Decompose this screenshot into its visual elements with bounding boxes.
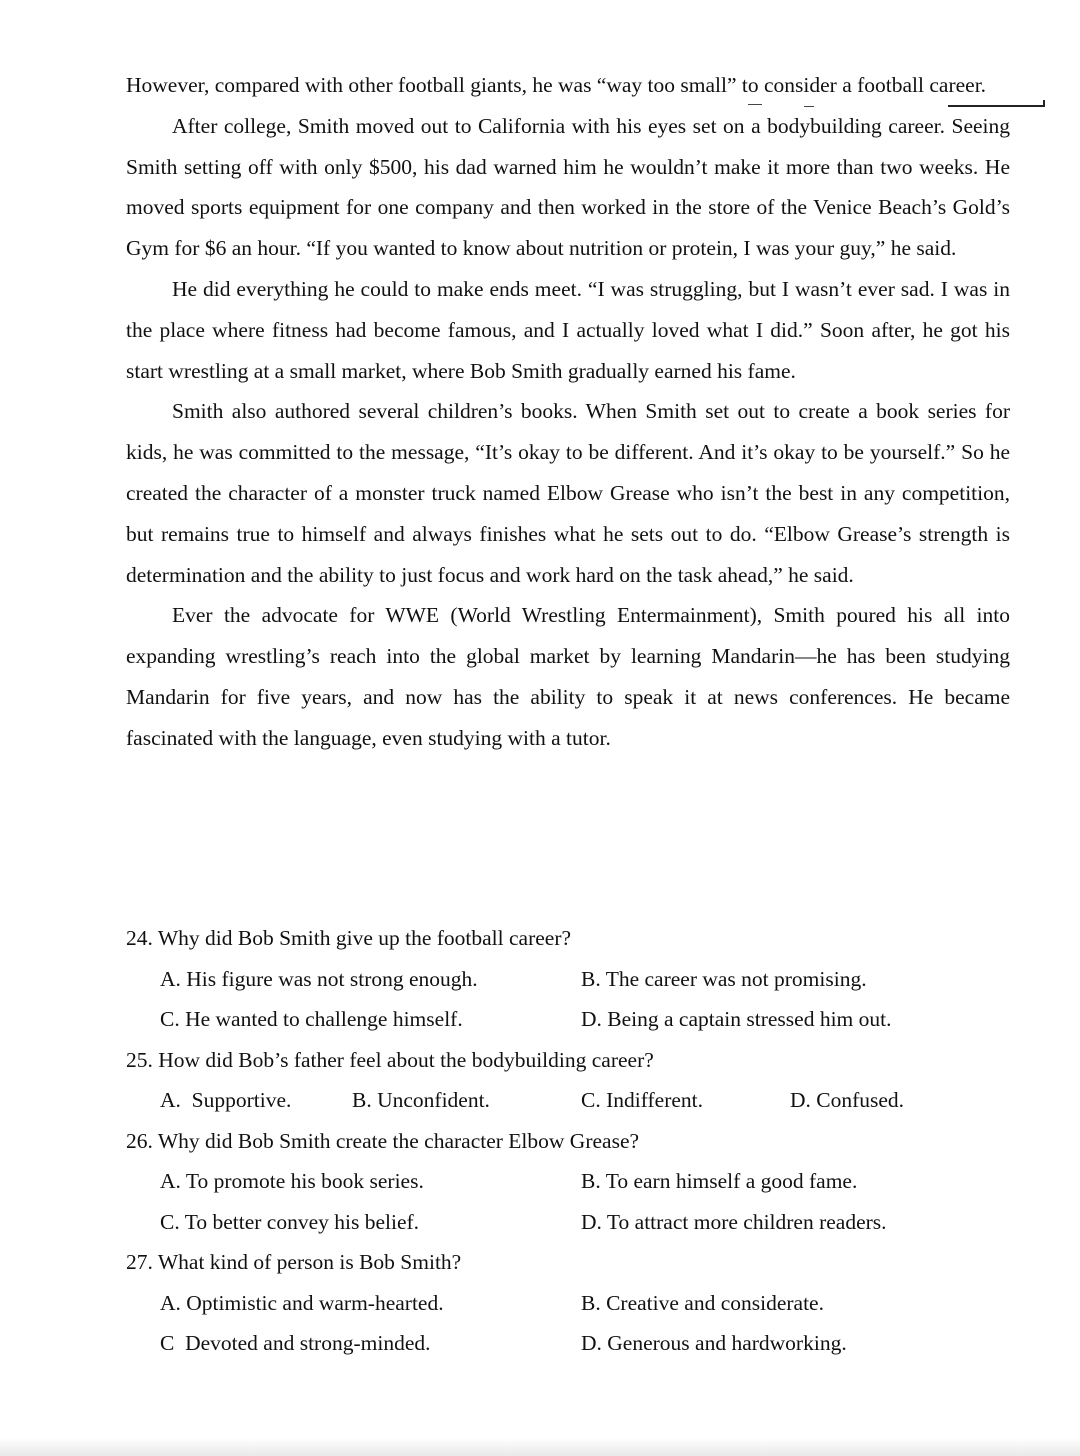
option-row <box>126 1161 1010 1202</box>
option-row <box>126 999 1010 1040</box>
option-b[interactable]: B. Unconfident. <box>352 1088 490 1112</box>
question-25 <box>126 1040 1010 1121</box>
stray-pen-mark <box>804 106 814 107</box>
option-d[interactable]: D. Generous and hardworking. <box>581 1331 847 1355</box>
question-list <box>126 918 1010 1364</box>
question-stem: 26. Why did Bob Smith create the character Elbow Grease? <box>126 1128 640 1153</box>
option-a[interactable]: A. Optimistic and warm-hearted. <box>160 1290 444 1315</box>
passage-paragraph: Smith also authored several children’s books. When Smith set out to create a book series for kids, he was committed to the message, “It’s okay to be different. And it’s okay to be yourself.” So he created the character of a monster truck named Elbow Grease who isn’t the best in any competition, but remains true to himself and always finishes what he sets out to do. “Elbow Grease’s strength is determination and the ability to just focus and work hard on the task ahead,” he said. <box>126 399 1010 587</box>
option-row <box>126 1323 1010 1364</box>
option-a[interactable]: A. His figure was not strong enough. <box>160 966 478 991</box>
question-stem: 24. Why did Bob Smith give up the football career? <box>126 926 572 950</box>
option-c[interactable]: C. To better convey his belief. <box>160 1209 420 1234</box>
question-stem: 25. How did Bob’s father feel about the bodybuilding career? <box>126 1047 654 1072</box>
handwritten-underline-mark <box>948 105 1044 107</box>
option-d[interactable]: D. Confused. <box>790 1088 905 1112</box>
scan-bottom-edge <box>0 1438 1080 1456</box>
option-row <box>126 1283 1010 1324</box>
question-24 <box>126 918 1010 1040</box>
option-row <box>126 959 1010 1000</box>
question-26 <box>126 1121 1010 1243</box>
passage-paragraph: He did everything he could to make ends meet. “I was struggling, but I wasn’t ever sad. I was in the place where fitness had become famous, and I actually loved what I did.” Soon after, he got his start wrestling at a small market, where Bob Smith gradually earned his fame. <box>126 276 1010 383</box>
option-row <box>126 1202 1010 1243</box>
option-d[interactable]: D. To attract more children readers. <box>581 1209 887 1234</box>
option-c[interactable]: C Devoted and strong-minded. <box>160 1331 431 1355</box>
option-b[interactable]: B. The career was not promising. <box>581 966 867 991</box>
option-b[interactable]: B. Creative and considerate. <box>581 1290 824 1315</box>
stray-pen-mark <box>748 104 762 105</box>
option-c[interactable]: C. Indifferent. <box>581 1088 703 1112</box>
passage-paragraph: Ever the advocate for WWE (World Wrestling Entermainment), Smith poured his all into expanding wrestling’s reach into the global market by learning Mandarin—he has been studying Mandarin for five years, and now has the ability to speak it at news conferences. He became fascinated with the language, even studying with a tutor. <box>126 603 1010 750</box>
reading-passage <box>126 65 1010 759</box>
option-b[interactable]: B. To earn himself a good fame. <box>581 1169 858 1193</box>
option-c[interactable]: C. He wanted to challenge himself. <box>160 1007 463 1031</box>
question-stem: 27. What kind of person is Bob Smith? <box>126 1250 462 1274</box>
option-a[interactable]: A. To promote his book series. <box>160 1169 424 1193</box>
passage-paragraph: After college, Smith moved out to California with his eyes set on a bodybuilding career. Seeing Smith setting off with only $500, his dad warned him he wouldn’t make it more than two weeks. He moved sports equipment for one company and then worked in the store of the Venice Beach’s Gold’s Gym for $6 an hour. “If you wanted to know about nutrition or protein, I was your guy,” he said. <box>126 113 1010 261</box>
passage-paragraph: However, compared with other football giants, he was “way too small” to consider a football career. <box>126 73 987 97</box>
question-27 <box>126 1242 1010 1364</box>
option-d[interactable]: D. Being a captain stressed him out. <box>581 1007 892 1031</box>
option-a[interactable]: A. Supportive. <box>160 1088 292 1112</box>
option-row <box>126 1080 1010 1121</box>
